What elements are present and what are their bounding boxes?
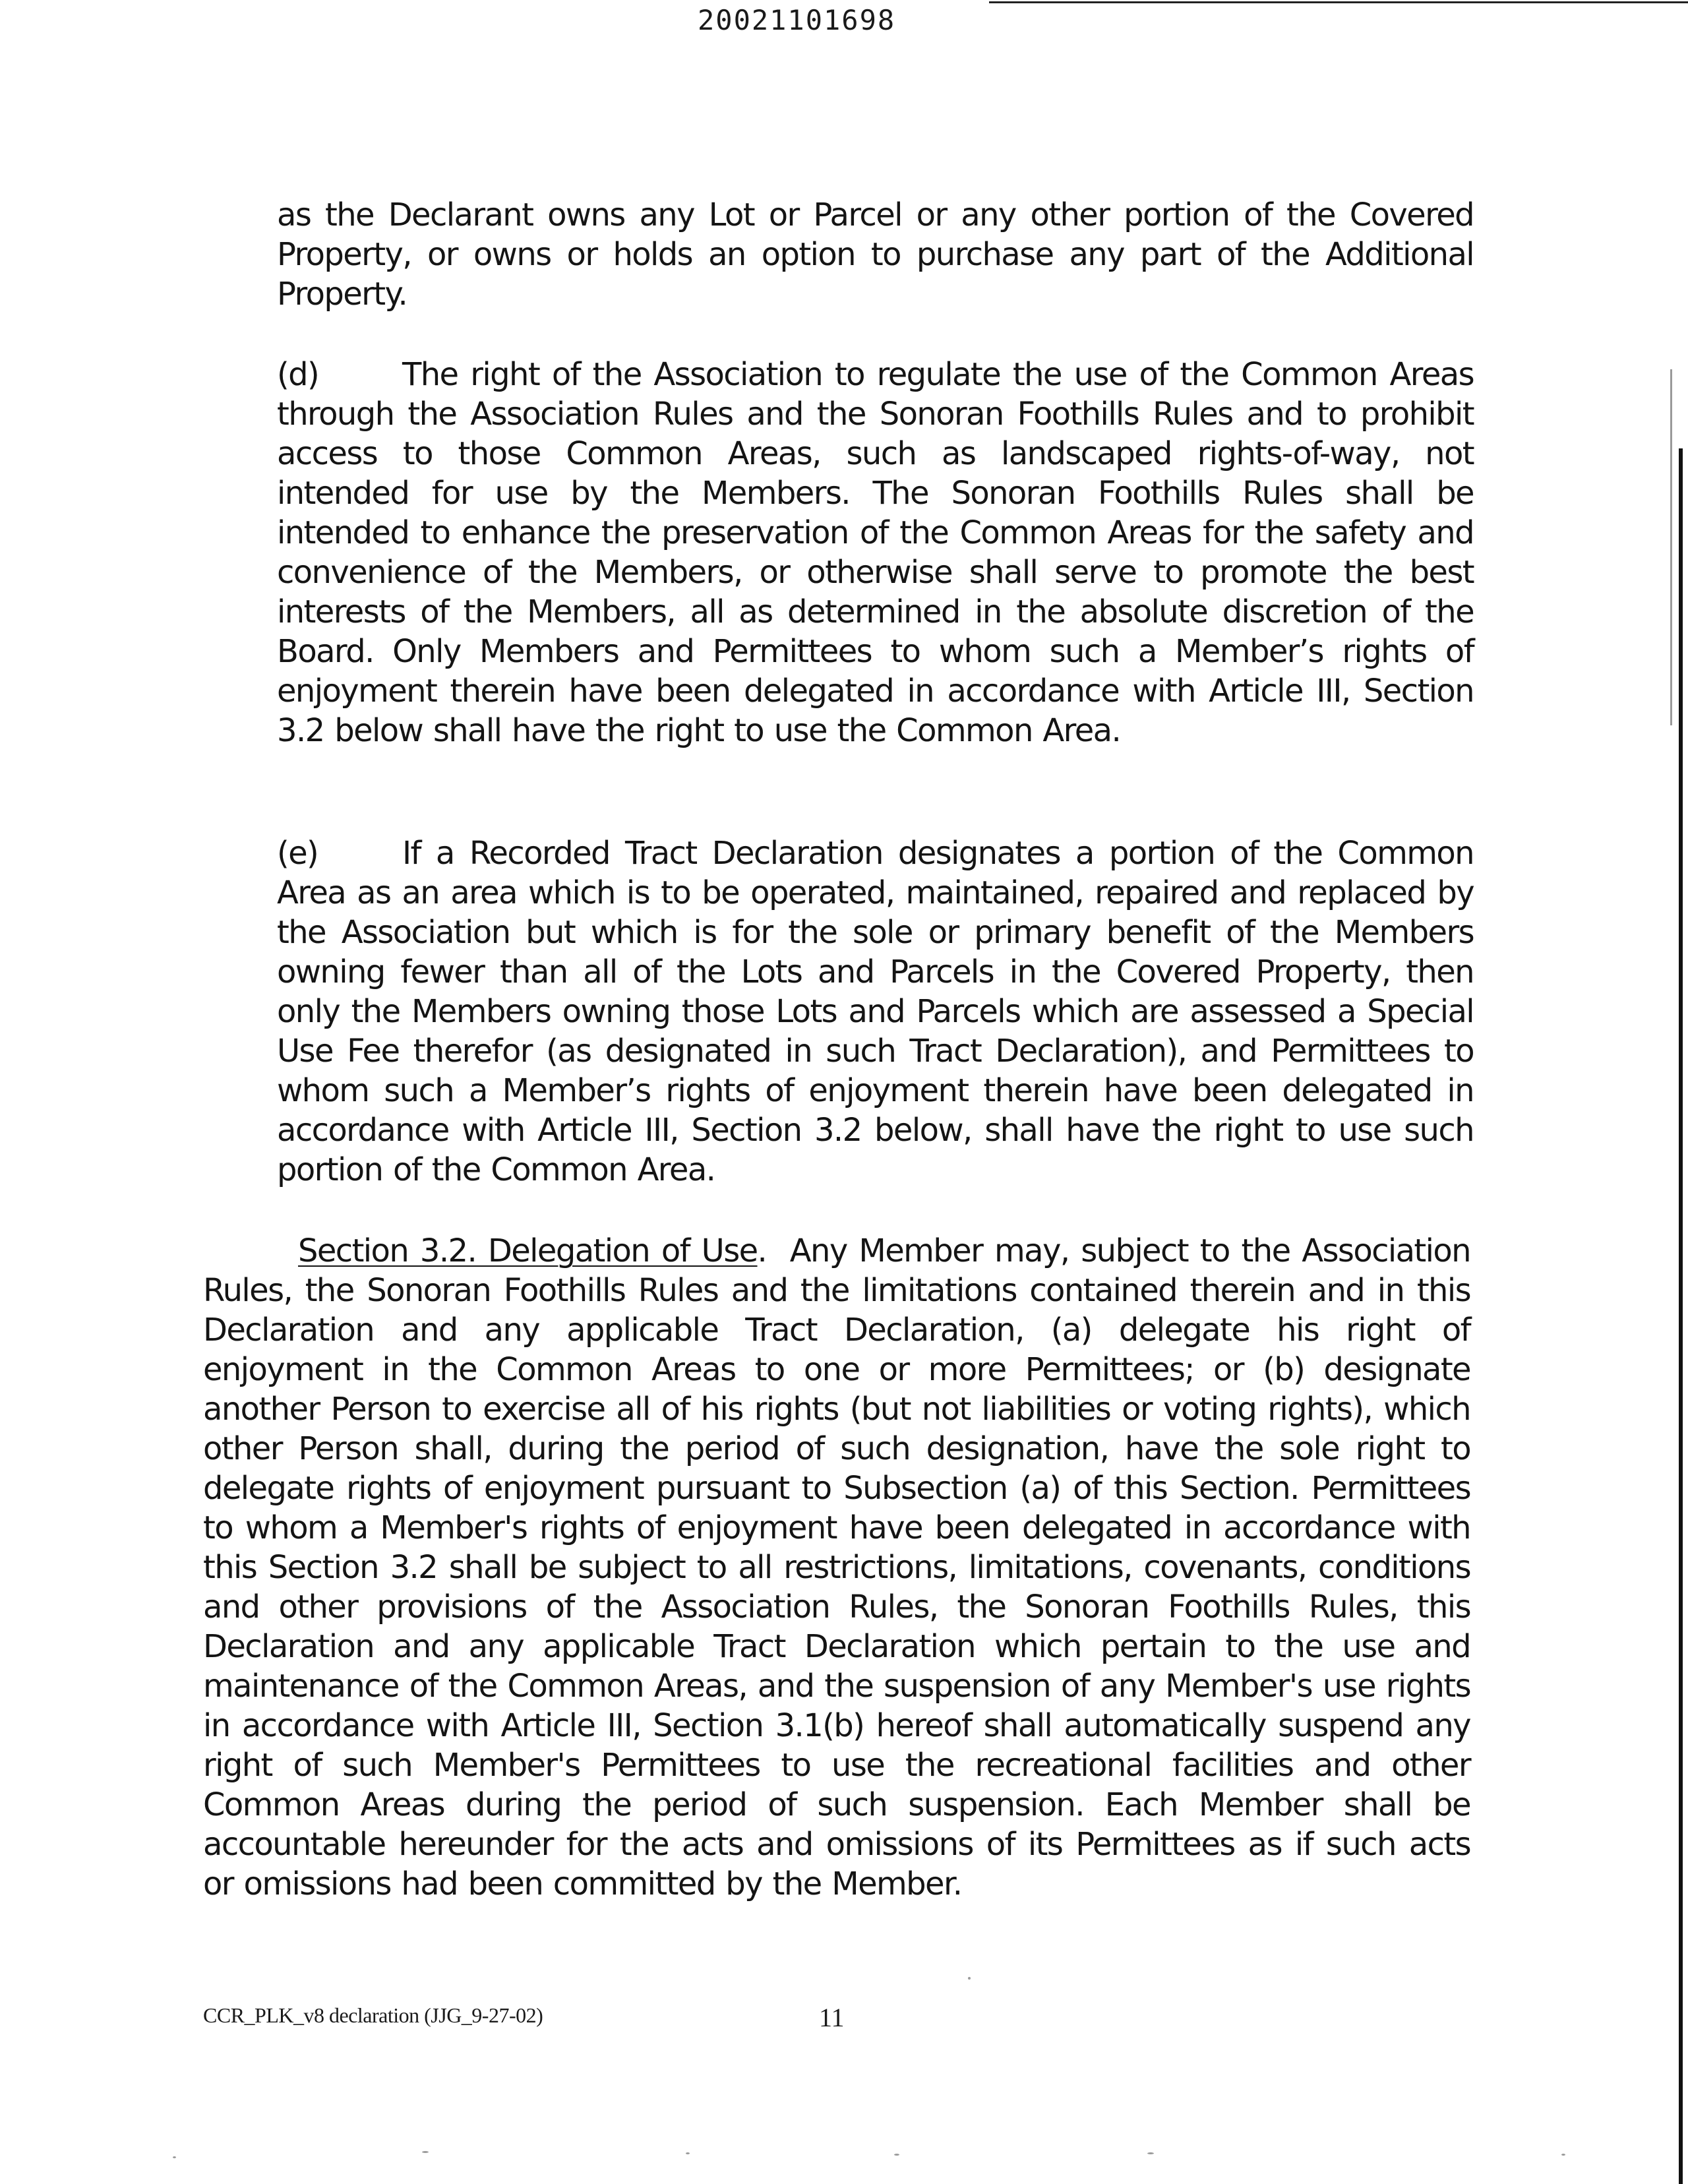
footer-file-label: CCR_PLK_v8 declaration (JJG_9-27-02) [203, 2003, 543, 2027]
section-3-2-heading: Section 3.2. Delegation of Use [298, 1232, 758, 1269]
paragraph-d-label: (d) [277, 356, 319, 393]
scan-speck [894, 2154, 899, 2156]
scan-speck [422, 2151, 429, 2153]
paragraph-e [277, 834, 1474, 1190]
section-3-2-paragraph [203, 1231, 1470, 1904]
top-scan-rule [989, 1, 1688, 3]
paragraph-d-text: The right of the Association to regulate the use of the Common Areas through the Association Rules and the Sonoran Foothills Rules and to prohibit access to those Common Areas, such as landscaped rights-of-way, not intended for use by the Members. The Sonoran Foothills Rules shall be intended to enhance the preservation of the Common Areas for the safety and convenience of the Members, or otherwise shall serve to promote the best interests of the Members, all as determined in the absolute discretion of the Board. Only Members and Permittees to whom such a Member’s rights of enjoyment therein have been delegated in accordance with Article III, Section 3.2 below shall have the right to use the Common Area. [277, 356, 1474, 749]
paragraph-e-label: (e) [277, 835, 318, 872]
scan-speck [686, 2152, 690, 2154]
right-scan-edge [1679, 448, 1683, 2184]
continuation-paragraph: as the Declarant owns any Lot or Parcel or any other portion of the Covered Property, or owns or holds an option to purchase any part of the Additional Property. [277, 197, 1474, 313]
section-3-2-text: Any Member may, subject to the Association Rules, the Sonoran Foothills Rules and the limitations contained therein and in this Declaration and any applicable Tract Declaration, (a) delegate his right of enjoyment in the Common Areas to one or more Permittees; or (b) designate another Person to exercise all of his rights (but not liabilities or voting rights), which other Person shall, during the period of such designation, have the sole right to delegate rights of enjoyment pursuant to Subsection (a) of this Section. Permittees to whom a Member's rights of enjoyment have been delegated in accordance with this Section 3.2 shall be subject to all restrictions, limitations, covenants, conditions and other provisions of the Association Rules, the Sonoran Foothills Rules, this Declaration and any applicable Tract Declaration which pertain to the use and maintenance of the Common Areas, and the suspension of any Member's use rights in accordance with Article III, Section 3.1(b) hereof shall automatically suspend any right of such Member's Permittees to use the recreational facilities and other Common Areas during the period of such suspension. Each Member shall be accountable hereunder for the acts and omissions of its Permittees as if such acts or omissions had been committed by the Member. [203, 1232, 1470, 1902]
section-3-2-heading-punct: . [757, 1232, 767, 1269]
paragraph-e-text: If a Recorded Tract Declaration designates a portion of the Common Area as an area which is to be operated, maintained, repaired and replaced by the Association but which is for the sole or primary benefit of the Members owning fewer than all of the Lots and Parcels in the Covered Property, then only the Members owning those Lots and Parcels which are assessed a Special Use Fee therefor (as designated in such Tract Declaration), and Permittees to whom such a Member’s rights of enjoyment therein have been delegated in accordance with Article III, Section 3.2 below, shall have the right to use such portion of the Common Area. [277, 835, 1474, 1188]
right-scan-mark [1670, 369, 1672, 725]
scan-speck [173, 2156, 176, 2158]
scan-speck [968, 1977, 971, 1980]
recording-number: 20021101698 [698, 4, 896, 36]
page-number: 11 [819, 2003, 845, 2032]
paragraph-d [277, 355, 1474, 750]
scan-speck [1561, 2154, 1565, 2156]
scan-speck [1147, 2152, 1154, 2154]
